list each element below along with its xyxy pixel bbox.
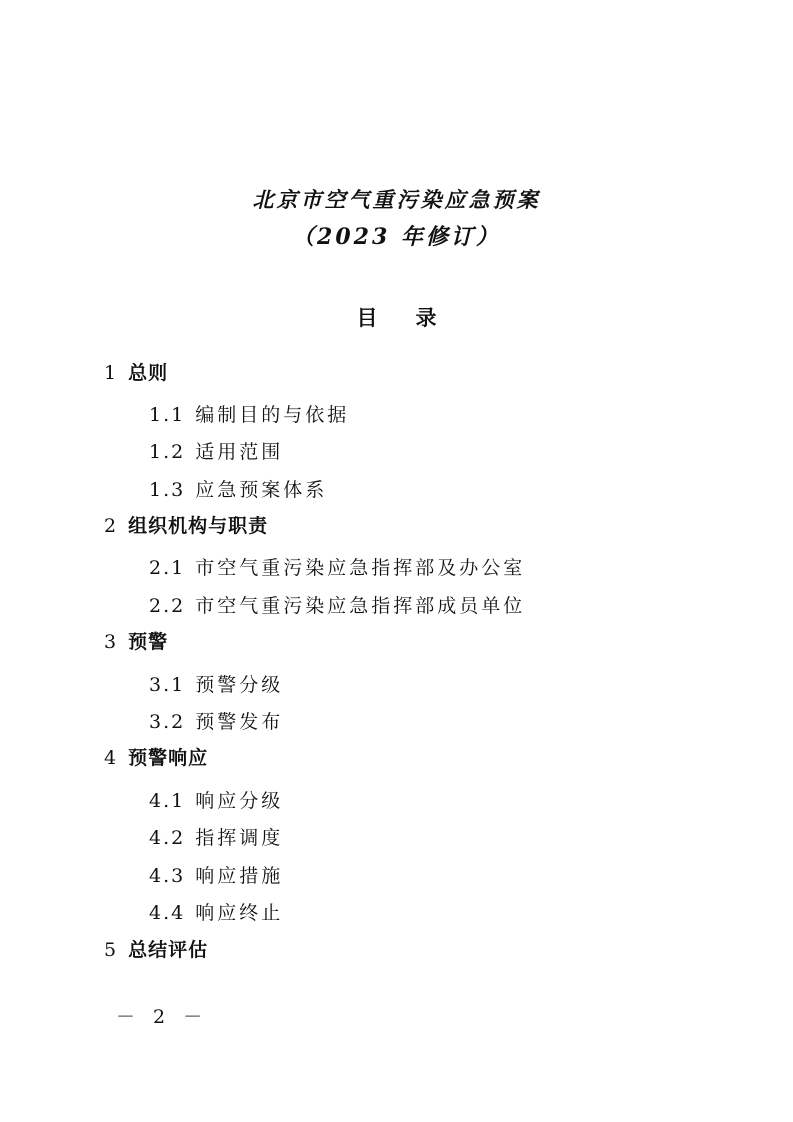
toc-heading: 目录 [356,306,475,330]
toc-entry-label: 响应终止 [195,902,284,924]
toc-entry-number: 4.2 [149,827,186,849]
toc-entry-label: 响应措施 [195,865,284,887]
toc-entry-4-1[interactable] [149,789,283,813]
toc-entry-1[interactable] [104,361,168,385]
toc-entry-label: 适用范围 [195,441,284,463]
toc-entry-4-4[interactable] [149,901,283,925]
toc-entry-number: 4.3 [149,865,186,887]
toc-entry-number: 5 [104,939,119,961]
toc-entry-label: 预警分级 [195,674,284,696]
toc-entry-number: 3.1 [149,674,186,696]
toc-entry-label: 指挥调度 [195,827,284,849]
toc-entry-number: 3 [104,631,119,653]
toc-entry-number: 4.1 [149,790,186,812]
toc-entry-3-1[interactable] [149,673,283,697]
toc-entry-label: 预警 [128,631,169,653]
toc-entry-number: 4.4 [149,902,186,924]
toc-entry-number: 1.1 [149,404,186,426]
toc-entry-number: 2.2 [149,595,186,617]
toc-entry-number: 1.2 [149,441,186,463]
toc-entry-4-3[interactable] [149,864,283,888]
toc-entry-2[interactable] [104,514,268,538]
toc-entry-number: 1.3 [149,479,186,501]
toc-entry-number: 1 [104,362,119,384]
toc-entry-5[interactable] [104,938,208,962]
toc-entry-label: 市空气重污染应急指挥部及办公室 [195,557,526,579]
toc-entry-label: 响应分级 [195,790,284,812]
toc-entry-1-2[interactable] [149,440,283,464]
page-number: － 2 － [116,1006,209,1028]
toc-entry-number: 3.2 [149,711,186,733]
toc-entry-label: 预警响应 [128,747,209,769]
toc-entry-2-2[interactable] [149,594,525,618]
document-subtitle: （2023 年修订） [292,224,501,250]
toc-entry-label: 市空气重污染应急指挥部成员单位 [195,595,526,617]
toc-entry-number: 2 [104,515,119,537]
toc-entry-4[interactable] [104,746,208,770]
toc-entry-2-1[interactable] [149,556,525,580]
toc-entry-label: 预警发布 [195,711,284,733]
toc-entry-3-2[interactable] [149,710,283,734]
toc-entry-1-3[interactable] [149,478,327,502]
toc-entry-label: 编制目的与依据 [195,404,350,426]
toc-entry-label: 总则 [128,362,169,384]
toc-entry-label: 组织机构与职责 [128,515,269,537]
document-title: 北京市空气重污染应急预案 [252,187,541,212]
toc-entry-label: 总结评估 [128,939,209,961]
toc-entry-4-2[interactable] [149,826,283,850]
toc-entry-number: 2.1 [149,557,186,579]
toc-entry-1-1[interactable] [149,403,349,427]
toc-entry-number: 4 [104,747,119,769]
toc-entry-label: 应急预案体系 [195,479,328,501]
toc-entry-3[interactable] [104,630,168,654]
